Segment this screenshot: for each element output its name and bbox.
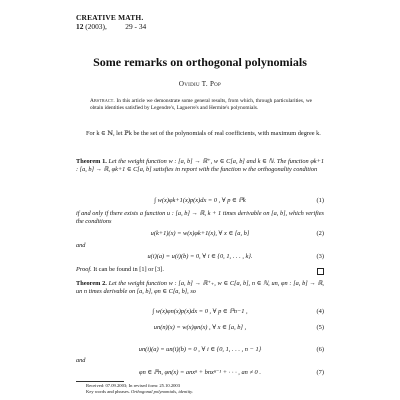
proof — [76, 266, 324, 274]
theorem-1-label: Theorem 1. — [76, 158, 107, 165]
journal-year: (2003), — [85, 21, 107, 31]
theorem-2-statement: Let the weight function w : [a, b] → ℝ⁺₊, w ∈ C[a, b], n ∈ ℕ, un, φn : [a, b] → ℝ, un n times derivable on [a, b], φn ∈ C[a, b], so — [76, 280, 325, 295]
keywords-label: Key words and phrases. — [86, 389, 130, 394]
theorem-1 — [76, 158, 324, 174]
proof-text: It can be found in [1] or [3]. — [93, 266, 164, 273]
equation-4-expr: ∫ w(x)φn(x)p(x)dx = 0 , ∀ p ∈ ℙn−1 , — [152, 308, 248, 315]
journal-pages: 29 - 34 — [125, 21, 147, 31]
equation-2-expr: u(k+1)(x) = w(x)φk+1(x), ∀ x ∈ [a, b] — [150, 230, 250, 237]
equation-6-number: (6) — [316, 346, 324, 353]
equation-4-number: (4) — [316, 308, 324, 315]
equation-6 — [76, 343, 324, 357]
journal-header — [76, 14, 146, 31]
theorem-1-and — [76, 242, 324, 250]
journal-name: CREATIVE MATH. — [76, 13, 144, 22]
equation-3-number: (3) — [316, 253, 324, 260]
equation-6-expr: un(i)(a) = un(i)(b) = 0 , ∀ i ∈ {0, 1, . . . , n − 1} — [138, 346, 262, 353]
theorem-2-and-text: and — [76, 357, 86, 364]
equation-1-number: (1) — [316, 197, 324, 204]
equation-1-expr: ∫ w(x)φk+1(x)p(x)dx = 0 , ∀ p ∈ ℙk — [154, 197, 246, 204]
equation-7-expr: φn ∈ ℙn, φn(x) = anxⁿ + bnxⁿ⁻¹ + · · · , an ≠ 0 . — [139, 369, 261, 376]
theorem-1-continuation — [76, 210, 324, 226]
paper-title: Some remarks on orthogonal polynomials — [93, 55, 307, 69]
equation-2-number: (2) — [316, 230, 324, 237]
journal-volume: 12 — [76, 21, 84, 31]
proof-label: Proof. — [76, 266, 92, 273]
theorem-2 — [76, 280, 324, 296]
theorem-1-and-text: and — [76, 242, 86, 249]
intro-paragraph — [76, 130, 324, 138]
keywords-text: Orthogonal polynomials, identity. — [131, 389, 194, 394]
footnote-rule — [76, 381, 124, 382]
equation-2 — [76, 227, 324, 241]
footnote-received: Received: 07.09.2003; In revised form: 25.10.2003 — [86, 383, 181, 388]
equation-7-number: (7) — [316, 369, 324, 376]
abstract-text: In this article we demonstrate some general results, from which, through particularities, we obtain identities satisfied by Legendre's, Laguerre's and Hermite's polynomials. — [90, 98, 312, 111]
equation-1 — [76, 194, 324, 208]
theorem-2-label: Theorem 2. — [76, 280, 107, 287]
equation-5-number: (5) — [316, 324, 324, 331]
abstract — [90, 98, 312, 112]
theorem-1-statement: Let the weight function w : [a, b] → ℝ⁺, w ∈ C[a, b] and k ∈ ℕ. The function φk+1 : [a, b] → ℝ, φk+1 ∈ C[a, b] satisfies in report with the function w the orthogonality condition — [76, 158, 324, 173]
equation-4 — [76, 305, 324, 319]
equation-3-expr: u(i)(a) = u(i)(b) = 0, ∀ i ∈ {0, 1, . . . , k}. — [147, 253, 253, 260]
equation-3 — [76, 250, 324, 264]
theorem-2-and — [76, 357, 324, 365]
qed-square-icon — [317, 268, 324, 275]
theorem-1-cont-text: if and only if there exists a function u : [a, b] → ℝ, k + 1 times derivable on [a, b], which verifies the conditions — [76, 210, 324, 225]
intro-text: For k ∈ ℕ, let ℙk be the set of the polynomials of real coefficients, with maximum degree k. — [86, 130, 321, 137]
equation-5 — [76, 321, 324, 335]
equation-5-expr: un(n)(x) = w(x)φn(x) , ∀ x ∈ [a, b] , — [153, 324, 247, 331]
paper-author: Ovidiu T. Pop — [178, 80, 222, 88]
abstract-label: Abstract. — [90, 98, 115, 104]
equation-7 — [76, 366, 324, 380]
journal-info — [76, 23, 146, 32]
footnote-keywords — [86, 389, 326, 395]
